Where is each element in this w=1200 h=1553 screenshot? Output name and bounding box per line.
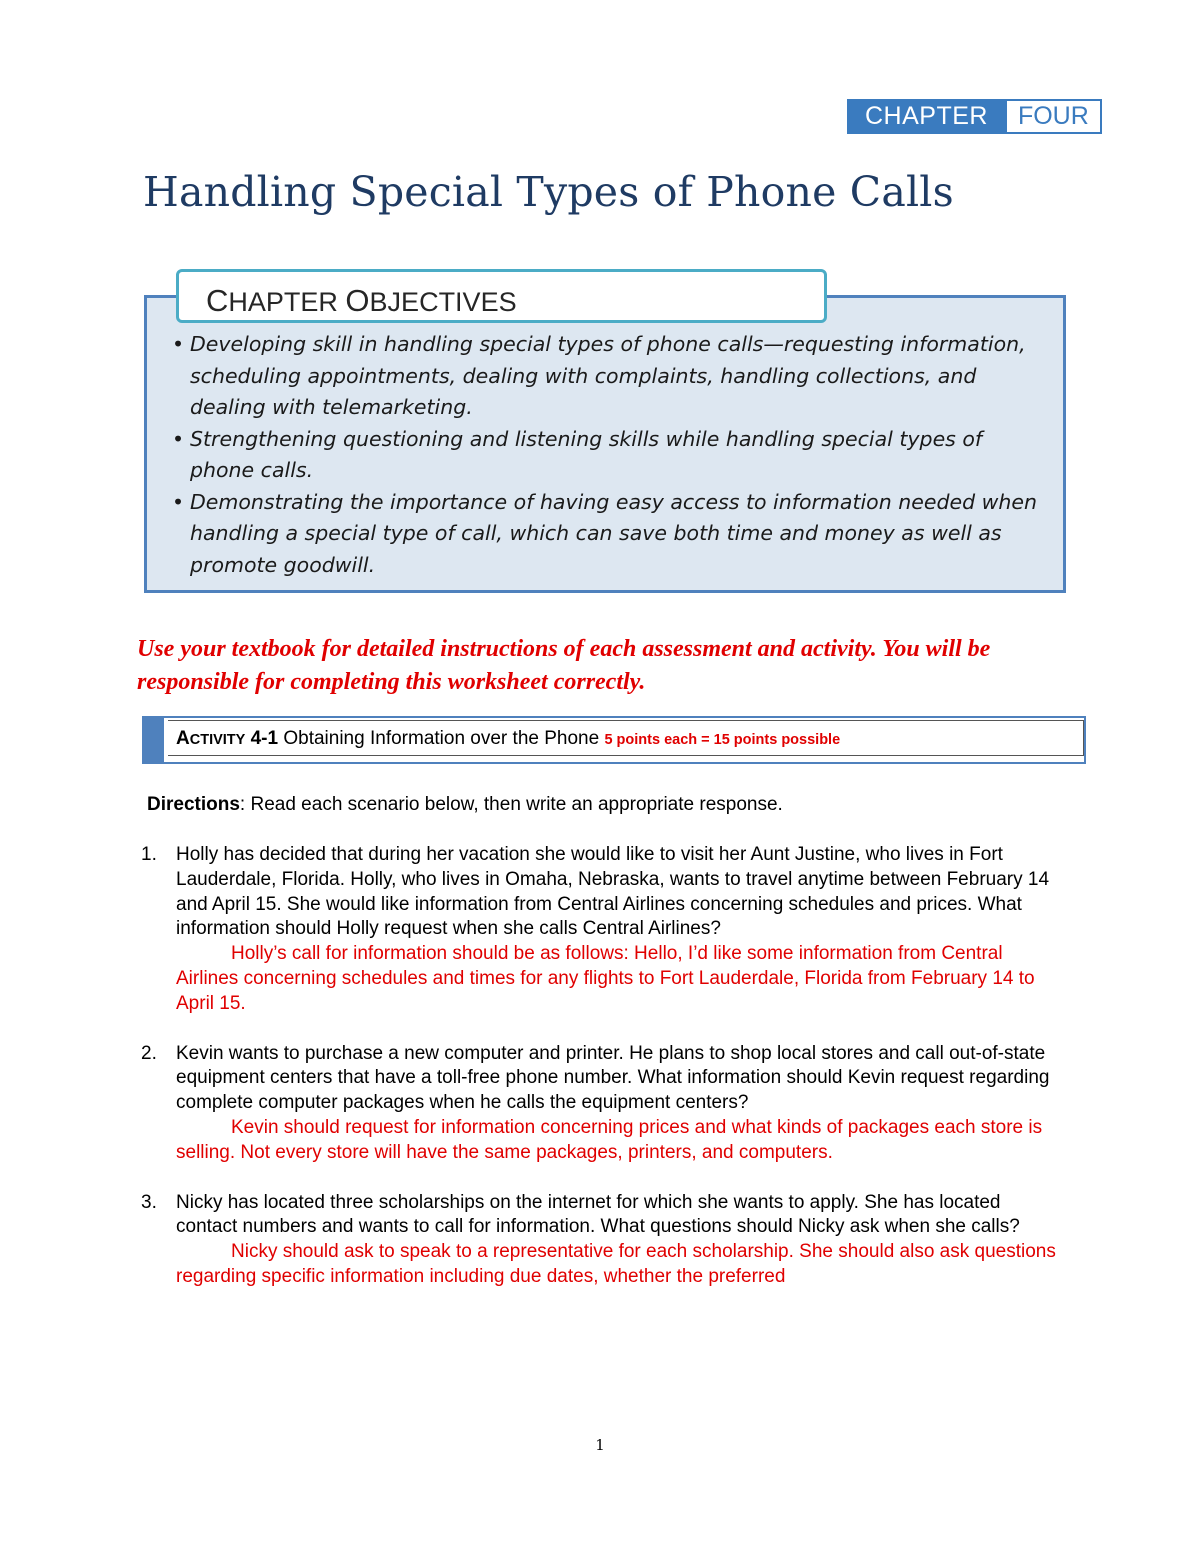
- objectives-heading: CHAPTER OBJECTIVES: [176, 269, 827, 323]
- activity-accent-bar: [144, 718, 164, 762]
- chapter-label: CHAPTER: [847, 99, 1005, 134]
- activity-title: Obtaining Information over the Phone: [283, 728, 600, 749]
- objective-item: • Strengthening questioning and listening skills while handling special types of phone calls.: [172, 424, 1052, 487]
- question-item: 2. Kevin wants to purchase a new computer and printer. He plans to shop local stores and call out-of-state equipment centers that have a toll-free phone number. What information should Kevin request regarding complete computer packages when he calls the equipment centers? Kevin should request for information concerning prices and what kinds of packages each store is selling. Not every store will have the same packages, printers, and computers.: [141, 1042, 1061, 1166]
- answer-text: Nicky should ask to speak to a representative for each scholarship. She should also ask questions regarding specific information including due dates, whether the preferred: [176, 1241, 1056, 1287]
- chapter-tag: [847, 99, 1102, 134]
- objective-item: • Demonstrating the importance of having easy access to information needed when handling a special type of call, which can save both time and money as well as promote goodwill.: [172, 487, 1052, 582]
- answer-text: Holly’s call for information should be as follows: Hello, I’d like some information from Central Airlines concerning schedules and times for any flights to Fort Lauderdale, Florida from February 14 to April 15.: [176, 943, 1035, 1014]
- page-title: Handling Special Types of Phone Calls: [143, 168, 954, 216]
- question-text: Holly has decided that during her vacation she would like to visit her Aunt Justine, who lives in Fort Lauderdale, Florida. Holly, who lives in Omaha, Nebraska, wants to travel anytime between February 14 and April 15. She would like information from Central Airlines concerning schedules and prices. What information should Holly request when she calls Central Airlines?: [176, 844, 1050, 940]
- activity-title-box: [168, 720, 1084, 756]
- activity-points: 5 points each = 15 points possible: [604, 732, 841, 748]
- question-text: Kevin wants to purchase a new computer and printer. He plans to shop local stores and call out-of-state equipment centers that have a toll-free phone number. What information should Kevin request regarding complete computer packages when he calls the equipment centers?: [176, 1042, 1050, 1114]
- directions: Directions: Read each scenario below, then write an appropriate response.: [147, 794, 783, 815]
- objective-item: • Developing skill in handling special types of phone calls—requesting information, scheduling appointments, dealing with complaints, handling collections, and dealing with telemarketing.: [172, 329, 1052, 424]
- question-item: 3. Nicky has located three scholarships on the internet for which she wants to apply. She has located contact numbers and wants to call for information. What questions should Nicky ask when she calls? Nicky should ask to speak to a representative for each scholarship. She should also ask questions regarding specific information including due dates, whether the preferred: [141, 1191, 1061, 1290]
- activity-header: [142, 716, 1086, 764]
- question-item: 1. Holly has decided that during her vacation she would like to visit her Aunt Justine, who lives in Fort Lauderdale, Florida. Holly, who lives in Omaha, Nebraska, wants to travel anytime between February 14 and April 15. She would like information from Central Airlines concerning schedules and prices. What information should Holly request when she calls Central Airlines? Holly’s call for information should be as follows: Hello, I’d like some information from Central Airlines concerning schedules and times for any flights to Fort Lauderdale, Florida from February 14 to April 15.: [141, 843, 1061, 1017]
- question-text: Nicky has located three scholarships on the internet for which she wants to apply. She has located contact numbers and wants to call for information. What questions should Nicky ask when she calls?: [176, 1191, 1020, 1238]
- instructions-notice: Use your textbook for detailed instructions of each assessment and activity. You will be responsible for completing this worksheet correctly.: [137, 636, 991, 695]
- question-list: [141, 843, 1061, 1315]
- page-number: 1: [595, 1436, 605, 1454]
- answer-text: Kevin should request for information concerning prices and what kinds of packages each store is selling. Not every store will have the same packages, printers, and computers.: [176, 1116, 1043, 1163]
- chapter-number: FOUR: [1005, 99, 1102, 134]
- activity-label: ACTIVITY 4-1: [176, 728, 279, 749]
- objectives-list: [172, 329, 1052, 581]
